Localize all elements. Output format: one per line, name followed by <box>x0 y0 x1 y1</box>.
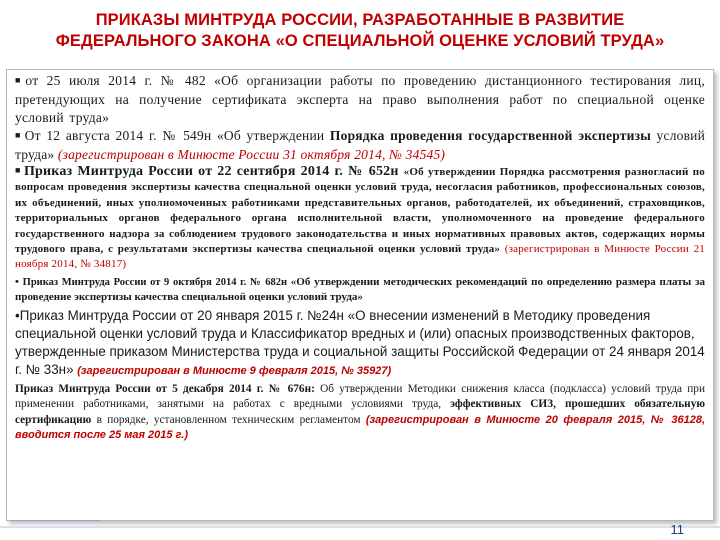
page-number: 11 <box>670 522 684 537</box>
registration-note: (зарегистрирован в Минюсте 9 февраля 2015, № 35927) <box>77 365 392 378</box>
footer-underline <box>10 520 100 521</box>
square-bullet-icon: ■ <box>15 75 24 85</box>
square-bullet-icon: ■ <box>15 130 23 140</box>
square-bullet-icon: ■ <box>15 165 22 175</box>
item-text: Приказ Минтруда России от 20 января 2015 г. №24н «О внесении изменений в Методику проведения специальной оценки условий труда и Классификатор вредных и (или) опасных производственных факторов, утвержденные приказом Министерства труда и социальной защиты Российской Федерации от 24 января 2014 г. № 33н» <box>15 307 705 378</box>
item-bold: Порядка проведения государственной экспертизы <box>329 128 651 143</box>
registration-note: (зарегистрирован в Минюсте России 21 ноября 2014, № 34817) <box>15 243 705 271</box>
list-item <box>15 382 705 444</box>
item-lead: Приказ Минтруда России от 22 сентября 2014 г. № 652н <box>23 164 404 179</box>
list-item <box>15 307 705 381</box>
item-bold: эффективных СИЗ, прошедших обязательную сертификацию <box>15 398 705 426</box>
registration-note: (зарегистрирован в Минюсте России 31 октября 2014, № 34545) <box>57 147 446 162</box>
item-tail: условий труда» <box>15 128 706 162</box>
footer-divider <box>0 526 720 528</box>
list-item <box>15 72 705 127</box>
round-bullet-icon: • <box>15 275 23 288</box>
item-body-3: в порядке, установленном техническим регламентом <box>91 413 366 426</box>
slide-title-line-2: ФЕДЕРАЛЬНОГО ЗАКОНА «О СПЕЦИАЛЬНОЙ ОЦЕНКЕ УСЛОВИЙ ТРУДА» <box>55 32 665 50</box>
item-body-1: Об утверждении Методики снижения класса (подкласса) условий труда при применении <box>15 382 706 411</box>
item-text: от 25 июля 2014 г. № 482 «Об организации работы по проведению дистанционного тестирования лиц, претендующих на получение сертификата эксперта на право выполнения работ по специальной оценке условий труда» <box>15 73 705 125</box>
item-body: «Об утверждении Порядка рассмотрения разногласий по вопросам проведения экспертизы качества специальной оценки условий труда, несогласия работников, профессиональных союзов, их объединений, иных уполномоченных работниками представительных органов, работодателей, их объединений, страховщиков, территориальных органов федерального органа исполнительной власти, уполномоченного на проведение федерального государственного надзора за соблюдением трудового законодательства и иных нормативных правовых актов, содержащих нормы трудового права, с результатами экспертизы качества специальной оценки условий труда» <box>15 166 705 256</box>
registration-note: (зарегистрирован в Минюсте 20 февраля 2015, № 36128, вводится после 25 мая 2015 г.) <box>15 413 705 442</box>
item-lead: Приказ Минтруда России от 5 декабря 2014 г. № 676н: <box>15 382 315 395</box>
round-bullet-icon: • <box>15 307 20 323</box>
item-body-2: работниками, занятыми на работах с вредными условиями труда, <box>83 398 451 411</box>
list-item <box>15 275 705 304</box>
slide-title-line-1: ПРИКАЗЫ МИНТРУДА РОССИИ, РАЗРАБОТАННЫЕ В РАЗВИТИЕ <box>95 11 625 29</box>
item-lead: Приказ Минтруда России от 9 октября 2014 г. № 682н <box>22 276 291 288</box>
list-item <box>15 164 705 273</box>
item-lead: От 12 августа 2014 г. № 549н «Об утверждении <box>24 128 330 143</box>
content-panel <box>6 69 714 521</box>
list-item <box>15 127 705 164</box>
slide-title <box>0 10 720 52</box>
item-body: «Об утверждении методических рекомендаций по определению размера платы за проведение экспертизы качества специальной оценки условий труда» <box>15 275 705 303</box>
